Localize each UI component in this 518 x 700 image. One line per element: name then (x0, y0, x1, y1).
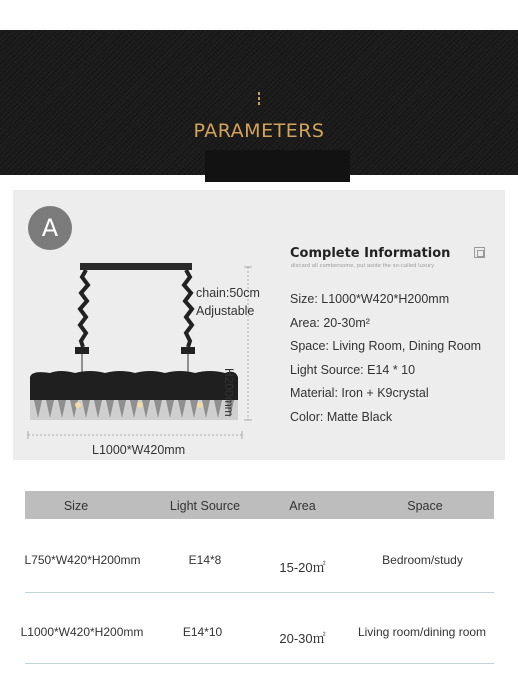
cell-space: Living room/dining room (357, 625, 487, 639)
chain-label: chain:50cm (196, 286, 260, 300)
square-ornament-icon (474, 247, 485, 258)
spec-list (290, 292, 481, 434)
cell-size: L750*W420*H200mm (24, 553, 141, 567)
parameters-banner (0, 30, 518, 175)
spec-size: Size: L1000*W420*H200mm (290, 292, 450, 306)
chain-length-label (196, 284, 260, 320)
header-area: Area (289, 499, 316, 513)
table-header (25, 491, 494, 519)
table-row (0, 600, 518, 660)
cell-light-source: E14*8 (188, 553, 222, 567)
header-light-source: Light Source (169, 499, 241, 513)
variant-badge: A (28, 206, 72, 250)
header-size: Size (63, 499, 89, 513)
spec-space: Space: Living Room, Dining Room (290, 339, 482, 354)
cell-area: 15-20㎡ (279, 560, 326, 575)
dots-ornament-icon (257, 92, 261, 107)
row-divider (25, 663, 494, 664)
cell-space: Bedroom/study (382, 553, 463, 567)
info-title: Complete Information (290, 246, 451, 261)
height-dimension-label: H200mm (222, 368, 236, 417)
header-space: Space (407, 499, 443, 513)
cell-size: L1000*W420*H200mm (20, 625, 144, 639)
spec-light-source: Light Source: E14 * 10 (290, 362, 416, 377)
cell-area: 20-30㎡ (279, 631, 326, 646)
width-dimension-label: L1000*W420mm (92, 443, 186, 457)
row-divider (25, 592, 494, 593)
cell-light-source: E14*10 (182, 625, 223, 639)
table-row (0, 530, 518, 590)
spec-color: Color: Matte Black (290, 409, 393, 424)
info-subtitle: discard all cumbersome, put aside the so-called luxury (291, 263, 435, 269)
spec-area: Area: 20-30m² (290, 315, 370, 330)
banner-shadow-block (205, 150, 350, 182)
banner-title: PARAMETERS (193, 120, 325, 142)
adjustable-label: Adjustable (196, 304, 255, 318)
spec-material: Material: Iron + K9crystal (290, 386, 429, 401)
